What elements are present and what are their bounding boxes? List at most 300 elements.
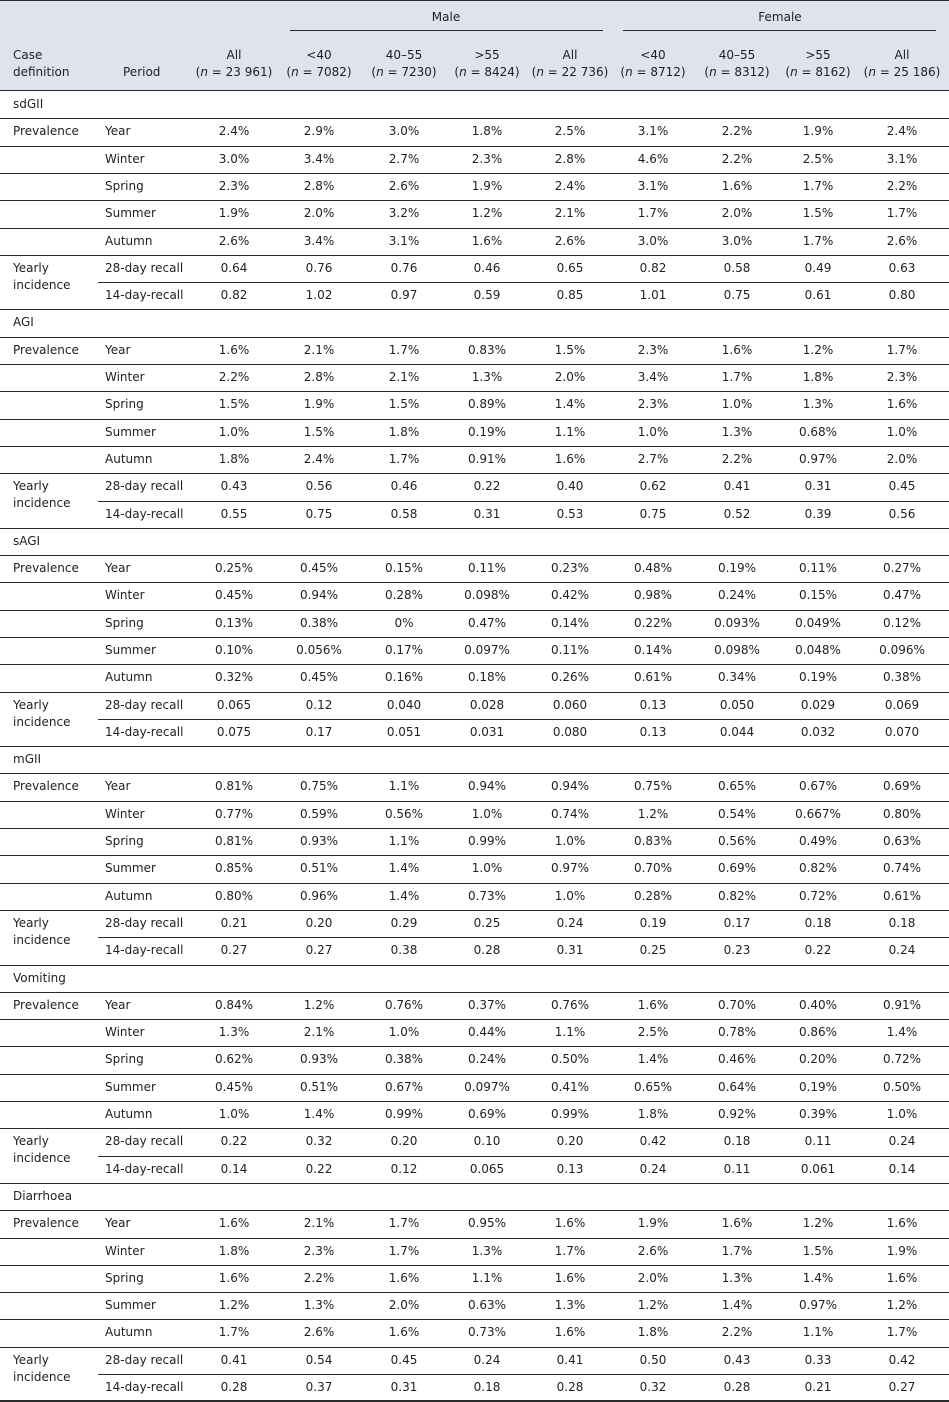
period-cell: Summer: [105, 1298, 156, 1312]
period-cell: 14-day-recall: [105, 943, 184, 957]
value-cell: 1.7%: [218, 1325, 250, 1339]
value-cell: 1.9%: [218, 206, 250, 220]
row-rule: [0, 446, 949, 447]
value-cell: 1.3%: [471, 370, 503, 384]
value-cell: 2.0%: [554, 370, 586, 384]
prevalence-label: Prevalence: [13, 124, 79, 138]
row-rule: [0, 419, 949, 420]
row-rule: [0, 1019, 949, 1020]
value-cell: 0.17%: [384, 643, 424, 657]
period-cell: Winter: [105, 588, 145, 602]
value-cell: 2.6%: [554, 234, 586, 248]
value-cell: 0.63: [888, 261, 916, 275]
value-cell: 0.50: [639, 1353, 667, 1367]
value-cell: 0.13: [639, 725, 667, 739]
section-title-rule: [0, 773, 949, 774]
value-cell: 1.0%: [554, 889, 586, 903]
value-cell: 0.24: [888, 943, 916, 957]
section-end-rule: [0, 965, 949, 966]
value-cell: 0.22: [305, 1162, 333, 1176]
value-cell: 0.46: [473, 261, 501, 275]
value-cell: 1.0%: [721, 397, 753, 411]
period-cell: Summer: [105, 425, 156, 439]
value-cell: 0.11%: [550, 643, 590, 657]
value-cell: 0.098%: [464, 588, 510, 602]
value-cell: 1.6%: [554, 1325, 586, 1339]
value-cell: 0.55: [220, 507, 248, 521]
column-header-4: [532, 47, 609, 81]
value-cell: 0.43: [220, 479, 248, 493]
value-cell: 0.63%: [882, 834, 922, 848]
value-cell: 0.27: [888, 1380, 916, 1394]
value-cell: 1.7%: [554, 1244, 586, 1258]
value-cell: 1.9%: [886, 1244, 918, 1258]
value-cell: 2.0%: [721, 206, 753, 220]
value-cell: 2.3%: [218, 179, 250, 193]
value-cell: 3.0%: [388, 124, 420, 138]
value-cell: 1.7%: [388, 343, 420, 357]
period-cell: 28-day recall: [105, 698, 184, 712]
value-cell: 0.47%: [467, 616, 507, 630]
value-cell: 0.31: [804, 479, 832, 493]
value-cell: 0.22%: [633, 616, 673, 630]
value-cell: 0.63%: [467, 1298, 507, 1312]
value-cell: 2.6%: [886, 234, 918, 248]
period-cell: Autumn: [105, 889, 153, 903]
value-cell: 1.2%: [802, 1216, 834, 1230]
row-rule: [0, 883, 949, 884]
prevalence-label: Prevalence: [13, 779, 79, 793]
value-cell: 1.2%: [886, 1298, 918, 1312]
value-cell: 1.8%: [637, 1325, 669, 1339]
yearly-incidence-label: Yearly incidence: [13, 479, 71, 510]
value-cell: 0.73%: [467, 1325, 507, 1339]
value-cell: 1.0%: [886, 1107, 918, 1121]
value-cell: 0.67%: [798, 779, 838, 793]
value-cell: 0.38: [390, 943, 418, 957]
value-cell: 0.82: [220, 288, 248, 302]
column-n: (n = 8712): [620, 65, 686, 79]
value-cell: 0.25%: [214, 561, 254, 575]
value-cell: 0.81%: [214, 834, 254, 848]
value-cell: 0.27: [305, 943, 333, 957]
value-cell: 2.2%: [721, 1325, 753, 1339]
period-cell: Autumn: [105, 670, 153, 684]
value-cell: 0.056%: [296, 643, 342, 657]
value-cell: 1.7%: [388, 452, 420, 466]
yearly-incidence-label: Yearly incidence: [13, 916, 71, 947]
value-cell: 0.76: [390, 261, 418, 275]
row-rule: [98, 937, 949, 938]
value-cell: 1.1%: [471, 1271, 503, 1285]
table-top-rule: [0, 0, 949, 1]
value-cell: 0.38%: [882, 670, 922, 684]
column-n: (n = 8312): [704, 65, 770, 79]
yearly-incidence-label: Yearly incidence: [13, 261, 71, 292]
period-cell: Spring: [105, 1271, 144, 1285]
value-cell: 0.81%: [214, 779, 254, 793]
value-cell: 0.15%: [798, 588, 838, 602]
value-cell: 0.16%: [384, 670, 424, 684]
value-cell: 0.64: [220, 261, 248, 275]
value-cell: 0.86%: [798, 1025, 838, 1039]
row-rule: [0, 364, 949, 365]
value-cell: 0.59%: [299, 807, 339, 821]
section-title-rule: [0, 337, 949, 338]
value-cell: 0.80: [888, 288, 916, 302]
column-header-2: [371, 47, 436, 81]
row-rule: [0, 664, 949, 665]
value-cell: 2.6%: [303, 1325, 335, 1339]
value-cell: 3.1%: [637, 179, 669, 193]
value-cell: 0.95%: [467, 1216, 507, 1230]
value-cell: 0.38%: [384, 1052, 424, 1066]
period-cell: 28-day recall: [105, 479, 184, 493]
value-cell: 0.82%: [717, 889, 757, 903]
value-cell: 2.1%: [303, 343, 335, 357]
section-title-agi: AGI: [13, 315, 34, 329]
value-cell: 1.2%: [218, 1298, 250, 1312]
value-cell: 2.8%: [303, 370, 335, 384]
value-cell: 0.58: [390, 507, 418, 521]
value-cell: 0.28%: [384, 588, 424, 602]
period-cell: Spring: [105, 616, 144, 630]
row-rule: [0, 1101, 949, 1102]
column-header-1: [286, 47, 351, 81]
value-cell: 1.9%: [637, 1216, 669, 1230]
value-cell: 2.4%: [554, 179, 586, 193]
value-cell: 0.40%: [798, 998, 838, 1012]
value-cell: 0.040: [386, 698, 422, 712]
value-cell: 1.7%: [721, 370, 753, 384]
value-cell: 1.6%: [388, 1271, 420, 1285]
value-cell: 0.75%: [299, 779, 339, 793]
value-cell: 0.096%: [879, 643, 925, 657]
value-cell: 2.2%: [303, 1271, 335, 1285]
value-cell: 0.19: [639, 916, 667, 930]
value-cell: 1.7%: [886, 206, 918, 220]
value-cell: 3.0%: [218, 152, 250, 166]
value-cell: 0.061: [800, 1162, 836, 1176]
value-cell: 1.1%: [554, 1025, 586, 1039]
value-cell: 0.065: [216, 698, 252, 712]
value-cell: 0.65: [556, 261, 584, 275]
period-cell: Summer: [105, 1080, 156, 1094]
value-cell: 0.50%: [882, 1080, 922, 1094]
value-cell: 2.6%: [388, 179, 420, 193]
row-rule: [0, 200, 949, 201]
value-cell: 0.70%: [633, 861, 673, 875]
value-cell: 1.7%: [388, 1244, 420, 1258]
value-cell: 0.58: [723, 261, 751, 275]
value-cell: 0.40: [556, 479, 584, 493]
column-n: (n = 8424): [454, 65, 520, 79]
value-cell: 2.9%: [303, 124, 335, 138]
column-n: (n = 22 736): [531, 65, 609, 79]
value-cell: 0.93%: [299, 834, 339, 848]
value-cell: 1.4%: [802, 1271, 834, 1285]
value-cell: 0.051: [386, 725, 422, 739]
value-cell: 2.6%: [637, 1244, 669, 1258]
value-cell: 0.75: [639, 507, 667, 521]
value-cell: 0.97%: [798, 452, 838, 466]
value-cell: 0.74%: [550, 807, 590, 821]
column-label: >55: [474, 48, 500, 62]
value-cell: 1.8%: [802, 370, 834, 384]
value-cell: 1.1%: [388, 834, 420, 848]
value-cell: 0.028: [469, 698, 505, 712]
value-cell: 0.069: [884, 698, 920, 712]
value-cell: 0.94%: [467, 779, 507, 793]
section-title-vomiting: Vomiting: [13, 971, 66, 985]
value-cell: 0.24: [556, 916, 584, 930]
value-cell: 0%: [394, 616, 414, 630]
value-cell: 3.1%: [886, 152, 918, 166]
value-cell: 0.82: [639, 261, 667, 275]
value-cell: 0.97%: [550, 861, 590, 875]
value-cell: 1.5%: [554, 343, 586, 357]
value-cell: 0.21: [220, 916, 248, 930]
value-cell: 1.1%: [802, 1325, 834, 1339]
row-rule: [0, 1074, 949, 1075]
value-cell: 0.69%: [467, 1107, 507, 1121]
value-cell: 1.5%: [388, 397, 420, 411]
row-rule: [0, 1046, 949, 1047]
value-cell: 2.2%: [721, 452, 753, 466]
value-cell: 0.38%: [299, 616, 339, 630]
period-cell: Spring: [105, 834, 144, 848]
value-cell: 1.6%: [637, 998, 669, 1012]
value-cell: 1.1%: [388, 779, 420, 793]
value-cell: 1.6%: [886, 397, 918, 411]
header-bottom-rule: [0, 90, 949, 91]
value-cell: 0.74%: [882, 861, 922, 875]
value-cell: 3.0%: [637, 234, 669, 248]
value-cell: 1.2%: [471, 206, 503, 220]
value-cell: 0.76%: [550, 998, 590, 1012]
period-cell: Year: [105, 561, 131, 575]
period-header: Period: [123, 65, 161, 79]
value-cell: 0.28: [220, 1380, 248, 1394]
value-cell: 2.2%: [721, 152, 753, 166]
value-cell: 0.18: [888, 916, 916, 930]
value-cell: 1.7%: [802, 234, 834, 248]
value-cell: 0.50%: [550, 1052, 590, 1066]
value-cell: 0.41: [220, 1353, 248, 1367]
value-cell: 0.070: [884, 725, 920, 739]
value-cell: 1.6%: [218, 343, 250, 357]
value-cell: 0.13: [639, 698, 667, 712]
value-cell: 2.1%: [303, 1025, 335, 1039]
value-cell: 1.3%: [554, 1298, 586, 1312]
value-cell: 0.25: [473, 916, 501, 930]
value-cell: 1.0%: [554, 834, 586, 848]
value-cell: 0.27%: [882, 561, 922, 575]
value-cell: 0.20: [305, 916, 333, 930]
value-cell: 0.80%: [882, 807, 922, 821]
value-cell: 1.3%: [218, 1025, 250, 1039]
value-cell: 0.24%: [717, 588, 757, 602]
value-cell: 0.82%: [798, 861, 838, 875]
value-cell: 1.8%: [218, 452, 250, 466]
value-cell: 0.097%: [464, 1080, 510, 1094]
row-rule: [98, 501, 949, 502]
value-cell: 0.22: [804, 943, 832, 957]
value-cell: 0.97%: [798, 1298, 838, 1312]
value-cell: 2.6%: [218, 234, 250, 248]
column-header-0: [196, 47, 273, 81]
period-cell: Summer: [105, 206, 156, 220]
value-cell: 0.11%: [798, 561, 838, 575]
value-cell: 0.22: [473, 479, 501, 493]
value-cell: 0.97: [390, 288, 418, 302]
value-cell: 3.4%: [303, 152, 335, 166]
column-n: (n = 7082): [286, 65, 352, 79]
value-cell: 1.4%: [388, 889, 420, 903]
value-cell: 0.51%: [299, 861, 339, 875]
value-cell: 0.67%: [384, 1080, 424, 1094]
value-cell: 0.097%: [464, 643, 510, 657]
value-cell: 0.78%: [717, 1025, 757, 1039]
section-end-rule: [0, 746, 949, 747]
value-cell: 0.93%: [299, 1052, 339, 1066]
value-cell: 0.23: [723, 943, 751, 957]
value-cell: 0.96%: [299, 889, 339, 903]
section-title-diarrhoea: Diarrhoea: [13, 1189, 73, 1203]
value-cell: 0.75: [305, 507, 333, 521]
header-group-row: [0, 0, 949, 30]
value-cell: 0.72%: [882, 1052, 922, 1066]
value-cell: 2.8%: [303, 179, 335, 193]
value-cell: 3.2%: [388, 206, 420, 220]
value-cell: 0.032: [800, 725, 836, 739]
value-cell: 1.4%: [886, 1025, 918, 1039]
value-cell: 0.065: [469, 1162, 505, 1176]
period-cell: 14-day-recall: [105, 288, 184, 302]
value-cell: 0.69%: [717, 861, 757, 875]
period-cell: 14-day-recall: [105, 1162, 184, 1176]
value-cell: 0.28%: [633, 889, 673, 903]
section-title-sagi: sAGI: [13, 534, 41, 548]
value-cell: 1.6%: [388, 1325, 420, 1339]
value-cell: 0.49: [804, 261, 832, 275]
column-n: (n = 23 961): [195, 65, 273, 79]
value-cell: 1.2%: [802, 343, 834, 357]
column-header-8: [864, 47, 941, 81]
value-cell: 0.14: [888, 1162, 916, 1176]
value-cell: 2.0%: [637, 1271, 669, 1285]
value-cell: 0.52: [723, 507, 751, 521]
row-rule: [0, 173, 949, 174]
value-cell: 0.51%: [299, 1080, 339, 1094]
value-cell: 1.4%: [303, 1107, 335, 1121]
value-cell: 0.45: [390, 1353, 418, 1367]
value-cell: 0.61%: [882, 889, 922, 903]
value-cell: 2.0%: [303, 206, 335, 220]
value-cell: 0.54: [305, 1353, 333, 1367]
value-cell: 0.19%: [717, 561, 757, 575]
row-rule: [0, 1319, 949, 1320]
period-cell: 28-day recall: [105, 1353, 184, 1367]
value-cell: 2.5%: [637, 1025, 669, 1039]
value-cell: 1.6%: [218, 1271, 250, 1285]
value-cell: 0.080: [552, 725, 588, 739]
value-cell: 0.14%: [633, 643, 673, 657]
value-cell: 0.41: [556, 1353, 584, 1367]
period-cell: Winter: [105, 1244, 145, 1258]
value-cell: 2.2%: [886, 179, 918, 193]
value-cell: 0.62%: [214, 1052, 254, 1066]
row-rule: [0, 228, 949, 229]
value-cell: 0.25: [639, 943, 667, 957]
column-header-5: [620, 47, 685, 81]
value-cell: 1.5%: [303, 425, 335, 439]
value-cell: 0.53: [556, 507, 584, 521]
value-cell: 1.8%: [218, 1244, 250, 1258]
value-cell: 1.0%: [471, 861, 503, 875]
value-cell: 0.24%: [467, 1052, 507, 1066]
value-cell: 0.28: [556, 1380, 584, 1394]
value-cell: 0.42: [639, 1134, 667, 1148]
value-cell: 2.5%: [802, 152, 834, 166]
row-rule: [98, 719, 949, 720]
period-cell: Spring: [105, 397, 144, 411]
value-cell: 1.3%: [303, 1298, 335, 1312]
value-cell: 1.6%: [218, 1216, 250, 1230]
value-cell: 1.2%: [303, 998, 335, 1012]
value-cell: 2.0%: [388, 1298, 420, 1312]
period-cell: Spring: [105, 1052, 144, 1066]
value-cell: 0.77%: [214, 807, 254, 821]
value-cell: 0.42%: [550, 588, 590, 602]
value-cell: 0.61%: [633, 670, 673, 684]
row-rule: [0, 1128, 949, 1129]
value-cell: 0.32: [305, 1134, 333, 1148]
value-cell: 0.048%: [795, 643, 841, 657]
value-cell: 0.18: [723, 1134, 751, 1148]
value-cell: 0.28: [723, 1380, 751, 1394]
value-cell: 0.29: [390, 916, 418, 930]
value-cell: 0.72%: [798, 889, 838, 903]
value-cell: 0.39: [804, 507, 832, 521]
value-cell: 0.75%: [633, 779, 673, 793]
column-n: (n = 8162): [785, 65, 851, 79]
value-cell: 1.7%: [721, 1244, 753, 1258]
value-cell: 0.22: [220, 1134, 248, 1148]
value-cell: 0.31: [556, 943, 584, 957]
value-cell: 2.0%: [886, 452, 918, 466]
value-cell: 2.5%: [554, 124, 586, 138]
prevalence-label: Prevalence: [13, 561, 79, 575]
value-cell: 0.41%: [550, 1080, 590, 1094]
value-cell: 2.1%: [554, 206, 586, 220]
period-cell: Autumn: [105, 1325, 153, 1339]
column-n: (n = 7230): [371, 65, 437, 79]
row-rule: [0, 828, 949, 829]
row-rule: [98, 1156, 949, 1157]
row-rule: [0, 855, 949, 856]
value-cell: 1.9%: [471, 179, 503, 193]
male-group-label: Male: [431, 10, 461, 24]
period-cell: 14-day-recall: [105, 725, 184, 739]
value-cell: 0.18%: [467, 670, 507, 684]
section-title-rule: [0, 118, 949, 119]
male-group-rule: [290, 30, 603, 31]
value-cell: 0.24: [888, 1134, 916, 1148]
value-cell: 0.33: [804, 1353, 832, 1367]
period-cell: Summer: [105, 861, 156, 875]
value-cell: 1.4%: [388, 861, 420, 875]
